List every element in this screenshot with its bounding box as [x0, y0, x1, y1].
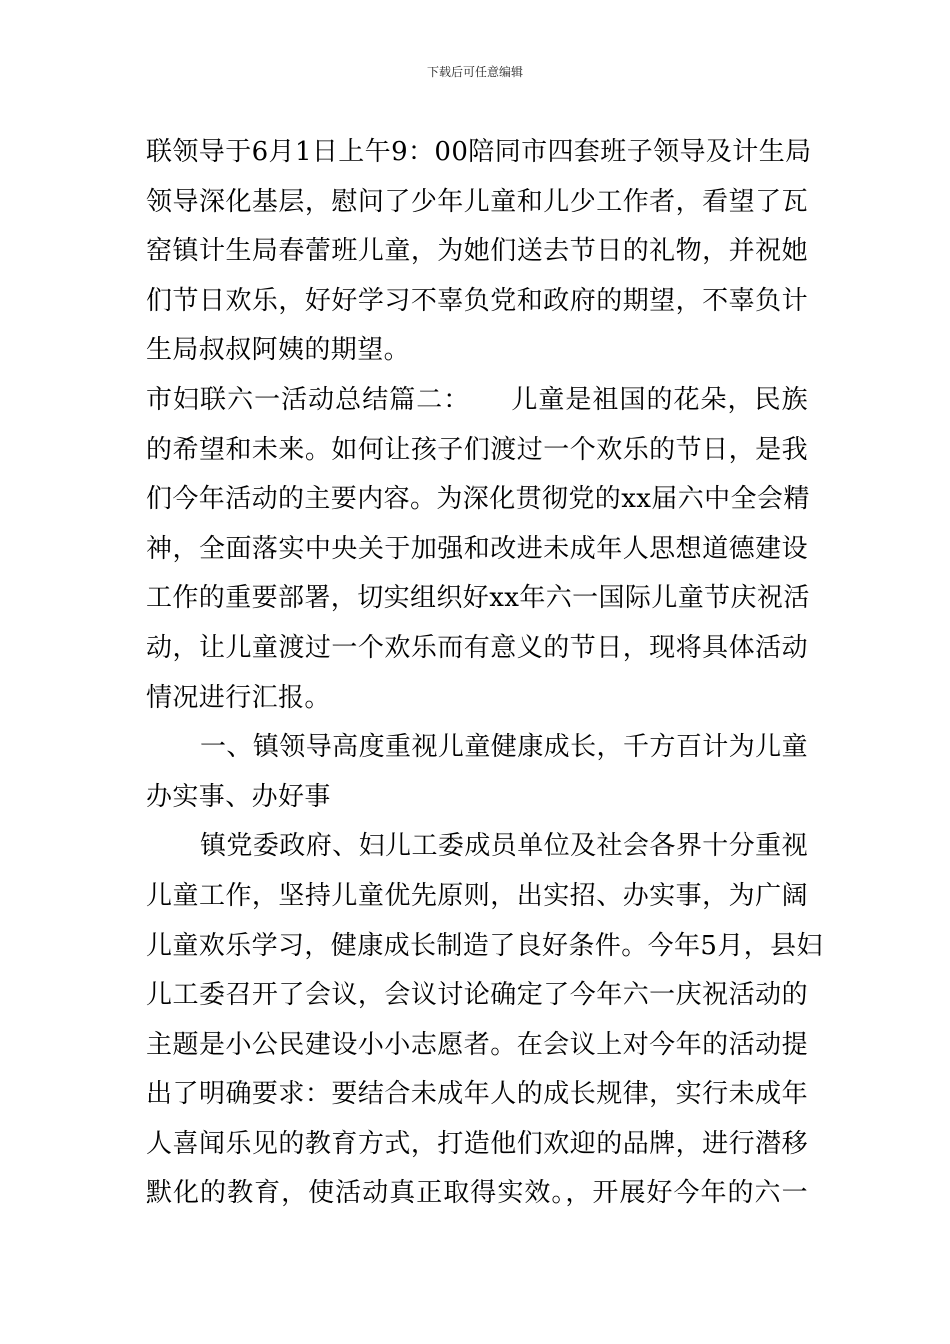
text-line: 工作的重要部署，切实组织好xx年六一国际儿童节庆祝活 — [146, 583, 810, 614]
text-line: 领导深化基层，慰问了少年儿童和儿少工作者，看望了瓦 — [146, 186, 808, 217]
text-line: 动，让儿童渡过一个欢乐而有意义的节日，现将具体活动 — [146, 632, 808, 663]
download-note: 下载后可任意编辑 — [426, 65, 523, 79]
text-line: 默化的教育，使活动真正取得实效。，开展好今年的六一 — [146, 1178, 808, 1209]
text-line: 生局叔叔阿姨的期望。 — [146, 335, 411, 366]
text-line: 窑镇计生局春蕾班儿童，为她们送去节日的礼物，并祝她 — [146, 236, 808, 267]
subheading-line: 一、镇领导高度重视儿童健康成长，千方百计为儿童 — [200, 732, 808, 763]
text-line: 人喜闻乐见的教育方式，打造他们欢迎的品牌，进行潜移 — [146, 1128, 808, 1159]
text-line: 们节日欢乐，好好学习不辜负党和政府的期望，不辜负计 — [146, 285, 808, 316]
text-line: 镇党委政府、妇儿工委成员单位及社会各界十分重视 — [200, 831, 808, 862]
subheading-line: 办实事、办好事 — [146, 781, 331, 812]
text-line: 儿童工作，坚持儿童优先原则，出实招、办实事，为广阔 — [146, 880, 808, 911]
section-heading-line: 市妇联六一活动总结篇二： 儿童是祖国的花朵，民族 — [146, 384, 808, 415]
document-body — [146, 128, 823, 1219]
text-line: 儿工委召开了会议，会议讨论确定了今年六一庆祝活动的 — [146, 980, 808, 1011]
text-line: 神，全面落实中央关于加强和改进未成年人思想道德建设 — [146, 533, 808, 564]
text-line: 联领导于6月1日上午9：00陪同市四套班子领导及计生局 — [146, 137, 812, 167]
text-line: 们今年活动的主要内容。为深化贯彻党的xx届六中全会精 — [146, 484, 810, 515]
text-line: 主题是小公民建设小小志愿者。在会议上对今年的活动提 — [146, 1029, 808, 1060]
text-line: 儿童欢乐学习，健康成长制造了良好条件。今年5月，县妇 — [146, 930, 823, 961]
text-line: 出了明确要求：要结合未成年人的成长规律，实行未成年 — [146, 1079, 808, 1110]
text-line: 情况进行汇报。 — [146, 682, 331, 713]
text-line: 的希望和未来。如何让孩子们渡过一个欢乐的节日，是我 — [146, 434, 808, 465]
